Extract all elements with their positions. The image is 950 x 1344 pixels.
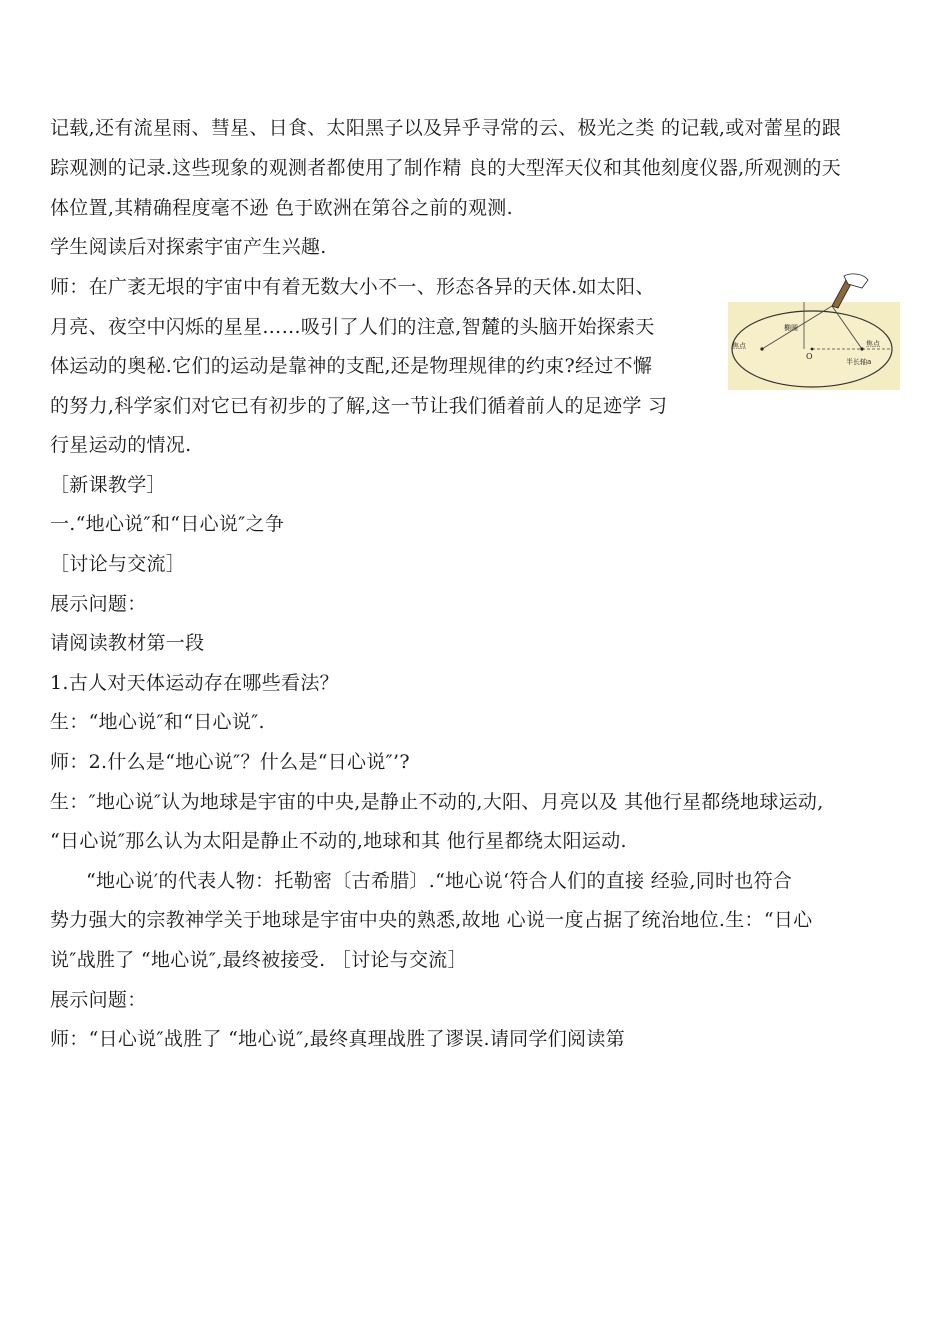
text-line: 展示问题： xyxy=(50,593,147,615)
text-line: “地心说′的代表人物：托勒密〔古希腊〕.“地心说‘符合人们的直接 经验,同时也符合 xyxy=(86,870,793,892)
text-line: 生：″地心说″认为地球是宇宙的中央,是静止不动的,大阳、月亮以及 其他行星都绕地球运动, xyxy=(50,791,824,813)
text-line: 体运动的奥秘.它们的运动是靠神的支配,还是物理规律的约束?经过不懈 xyxy=(50,355,653,377)
ellipse-drawing-figure xyxy=(728,272,900,390)
text-line: 势力强大的宗教神学关于地球是宇宙中央的熟悉,故地 心说一度占据了统治地位.生：“日心 xyxy=(50,909,813,931)
focus-left-label: 焦点 xyxy=(732,342,746,350)
text-line: 请阅读教材第一段 xyxy=(50,632,205,654)
text-line: 踪观测的记录.这些现象的观测者都使用了制作精 良的大型浑天仪和其他刻度仪器,所观测的天 xyxy=(50,157,842,179)
focus-dot xyxy=(760,347,763,350)
text-line: 师：“日心说″战胜了 “地心说″,最终真理战胜了谬误.请同学们阅读第 xyxy=(50,1028,625,1050)
focus-dot xyxy=(860,347,863,350)
section-heading: ［新课教学］ xyxy=(50,474,166,496)
text-line: 说″战胜了 “地心说″,最终被接受. ［讨论与交流］ xyxy=(50,949,467,971)
text-line: 行星运动的情况. xyxy=(50,434,192,456)
text-line: 记载,还有流星雨、彗星、日食、太阳黑子以及异乎寻常的云、极光之类 的记载,或对蕾星的跟 xyxy=(50,117,842,139)
ellipse-label: 椭圆 xyxy=(784,324,798,332)
text-line: 体位置,其精确程度毫不逊 色于欧洲在第谷之前的观测. xyxy=(50,197,513,219)
text-line: 生：“地心说″和“日心说″. xyxy=(50,711,265,733)
center-dot xyxy=(811,348,814,351)
text-line: 师：在广袤无垠的宇宙中有着无数大小不一、形态各异的天体.如太阳、 xyxy=(50,276,655,298)
question-line: 师：2.什么是“地心说″？什么是“日心说″’? xyxy=(50,751,410,773)
question-line: 1.古人对天体运动存在哪些看法？ xyxy=(50,672,339,694)
text-line: “日心说″那么认为太阳是静止不动的,地球和其 他行星都绕太阳运动. xyxy=(50,830,627,852)
section-title: 一.“地心说″和“日心说″之争 xyxy=(50,513,285,535)
focus-right-label: 焦点 xyxy=(866,340,880,348)
text-line: 月亮、夜空中闪烁的星星……吸引了人们的注意,智麓的头脑开始探索天 xyxy=(50,316,655,338)
center-label: O xyxy=(806,352,813,361)
text-line: 学生阅读后对探索宇宙产生兴趣. xyxy=(50,236,327,258)
ellipse-diagram xyxy=(728,272,900,390)
section-heading: ［讨论与交流］ xyxy=(50,553,186,575)
text-line: 的努力,科学家们对它已有初步的了解,这一节让我们循着前人的足迹学 习 xyxy=(50,395,668,417)
text-line: 展示问题： xyxy=(50,989,147,1011)
axis-label: 半长轴a xyxy=(846,358,872,366)
